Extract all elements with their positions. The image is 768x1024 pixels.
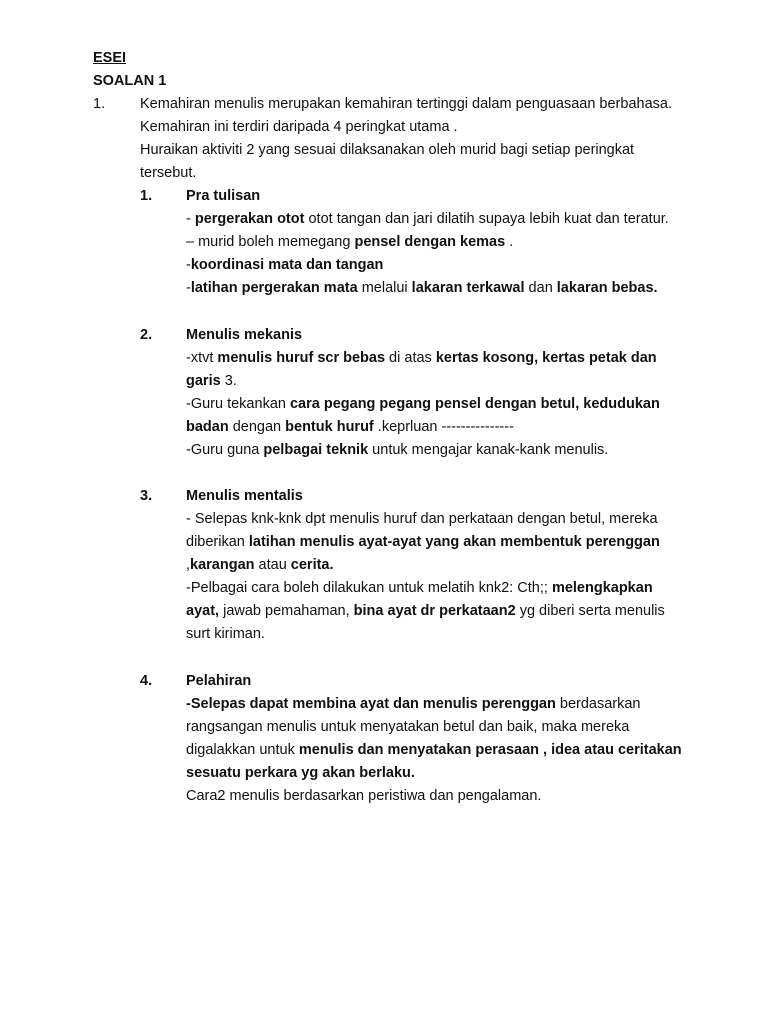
- text: – murid boleh memegang: [186, 234, 355, 250]
- section-line: [186, 534, 660, 551]
- bold-text: pergerakan otot: [194, 211, 305, 227]
- bold-text: karangan: [190, 557, 255, 573]
- text: diberikan: [186, 534, 249, 550]
- section-line: [186, 234, 513, 251]
- section-line: [186, 211, 669, 228]
- section-line: [186, 580, 653, 597]
- document-heading: ESEI: [93, 50, 127, 66]
- text: -Guru guna: [186, 442, 264, 458]
- bold-text: ayat,: [186, 603, 220, 619]
- text: untuk mengajar kanak-kank menulis.: [368, 442, 609, 458]
- section-line: [186, 765, 415, 782]
- bold-text: menulis huruf scr bebas: [217, 350, 386, 366]
- bold-text: menulis dan menyatakan perasaan , idea atau ceritakan: [298, 742, 682, 758]
- question-line: tersebut.: [140, 165, 197, 181]
- section-line: [186, 626, 265, 643]
- text: .keprluan ---------------: [373, 419, 514, 435]
- text: -: [186, 257, 191, 273]
- bold-text: lakaran terkawal: [411, 280, 525, 296]
- section-line: [186, 257, 383, 274]
- section-line: [186, 719, 629, 736]
- text: -: [186, 211, 195, 227]
- text: -xtvt: [186, 350, 218, 366]
- bold-text: garis: [186, 373, 221, 389]
- text: yg diberi serta menulis: [515, 603, 665, 619]
- text: -: [186, 280, 191, 296]
- bold-text: koordinasi mata dan tangan: [190, 257, 384, 273]
- section-number: 2.: [140, 327, 153, 343]
- section-title: Pelahiran: [186, 673, 252, 689]
- section-line: [186, 419, 514, 436]
- text: 3.: [220, 373, 237, 389]
- section-title: Pra tulisan: [186, 188, 261, 204]
- bold-text: cerita.: [290, 557, 334, 573]
- bold-text: bentuk huruf: [285, 419, 374, 435]
- bold-text: badan: [186, 419, 229, 435]
- bold-text: sesuatu perkara yg akan berlaku.: [186, 765, 415, 781]
- bold-text: latihan pergerakan mata: [190, 280, 358, 296]
- text: ,: [186, 557, 191, 573]
- section-line: [186, 788, 541, 805]
- text: atau: [254, 557, 291, 573]
- section-line: [186, 442, 608, 459]
- section-line: [186, 742, 682, 759]
- section-line: [186, 696, 641, 713]
- bold-text: pelbagai teknik: [263, 442, 369, 458]
- bold-text: kertas kosong, kertas petak dan: [435, 350, 657, 366]
- section-line: [186, 511, 658, 528]
- question-line: Kemahiran menulis merupakan kemahiran tertinggi dalam penguasaan berbahasa.: [140, 96, 672, 112]
- bold-text: bina ayat dr perkataan2: [353, 603, 516, 619]
- bold-text: latihan menulis ayat-ayat yang akan membentuk perenggan: [248, 534, 660, 550]
- bold-text: -Selepas dapat membina ayat dan menulis perenggan: [186, 696, 556, 712]
- bold-text: cara pegang pegang pensel dengan betul, kedudukan: [289, 396, 660, 412]
- section-number: 3.: [140, 488, 153, 504]
- text: dengan: [228, 419, 286, 435]
- text: -Pelbagai cara boleh dilakukan untuk melatih knk2: Cth;;: [186, 580, 552, 596]
- question-line: Huraikan aktiviti 2 yang sesuai dilaksanakan oleh murid bagi setiap peringkat: [140, 142, 635, 158]
- section-line: [186, 350, 657, 367]
- text: rangsangan menulis untuk menyatakan betul dan baik, maka mereka: [186, 719, 630, 735]
- bold-text: lakaran bebas.: [556, 280, 658, 296]
- text: jawab pemahaman,: [219, 603, 354, 619]
- text: berdasarkan: [555, 696, 641, 712]
- section-line: [186, 557, 334, 574]
- text: digalakkan untuk: [186, 742, 299, 758]
- question-title: SOALAN 1: [93, 73, 167, 89]
- text: melalui: [357, 280, 412, 296]
- text: di atas: [385, 350, 436, 366]
- text: surt kiriman.: [186, 626, 265, 642]
- section-line: [186, 396, 660, 413]
- text: otot tangan dan jari dilatih supaya lebih kuat dan teratur.: [304, 211, 669, 227]
- section-number: 4.: [140, 673, 153, 689]
- bold-text: melengkapkan: [551, 580, 653, 596]
- section-title: Menulis mekanis: [186, 327, 303, 343]
- question-line: Kemahiran ini terdiri daripada 4 peringkat utama .: [140, 119, 458, 135]
- section-title: Menulis mentalis: [186, 488, 303, 504]
- text: - Selepas knk-knk dpt menulis huruf dan perkataan dengan betul, mereka: [186, 511, 658, 527]
- text: Cara2 menulis berdasarkan peristiwa dan pengalaman.: [186, 788, 542, 804]
- text: dan: [524, 280, 557, 296]
- section-line: [186, 280, 658, 297]
- text: .: [505, 234, 514, 250]
- text: -Guru tekankan: [186, 396, 290, 412]
- section-number: 1.: [140, 188, 153, 204]
- section-line: [186, 603, 665, 620]
- bold-text: pensel dengan kemas: [354, 234, 506, 250]
- section-line: [186, 373, 237, 390]
- question-number: 1.: [93, 96, 106, 112]
